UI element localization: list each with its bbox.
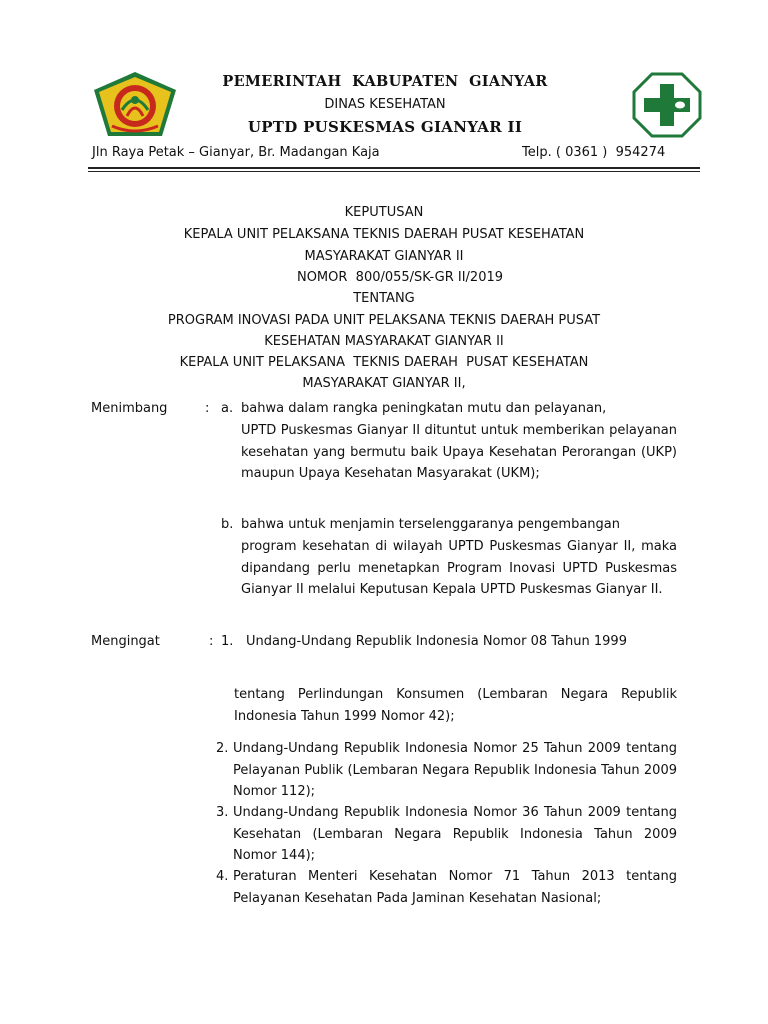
department-name: DINAS KESEHATAN: [324, 97, 446, 112]
office-address: Jln Raya Petak – Gianyar, Br. Madangan Kaja: [92, 145, 380, 160]
mengingat-item-2-number: 2.: [216, 741, 229, 756]
office-phone: Telp. ( 0361 ) 954274: [522, 145, 666, 160]
decree-issuer-line-2: MASYARAKAT GIANYAR II: [304, 249, 464, 264]
menimbang-a-marker: a.: [221, 401, 234, 416]
header-divider-thin: [88, 171, 700, 172]
decree-number: NOMOR 800/055/SK-GR II/2019: [296, 270, 504, 285]
menimbang-b-text: program kesehatan di wilayah UPTD Puskesmas Gianyar II, maka dipandang perlu menetapkan Program Inovasi UPTD Puskesmas Gianyar II melalui Keputusan Kepala UPTD Puskesmas Gianyar II.: [241, 539, 677, 597]
mengingat-item-1-continued: tentang Perlindungan Konsumen (Lembaran Negara Republik Indonesia Tahun 1999 Nomor 42);: [234, 687, 677, 724]
mengingat-item-2-text: Undang-Undang Republik Indonesia Nomor 25 Tahun 2009 tentang Pelayanan Publik (Lembaran Negara Republik Indonesia Tahun 2009 Nomor 112);: [233, 741, 677, 799]
mengingat-colon: :: [209, 634, 214, 649]
decree-issuer-line-1: KEPALA UNIT PELAKSANA TEKNIS DAERAH PUSAT KESEHATAN: [183, 227, 585, 242]
mengingat-item-4-text: Peraturan Menteri Kesehatan Nomor 71 Tahun 2013 tentang Pelayanan Kesehatan Pada Jaminan Kesehatan Nasional;: [233, 869, 677, 906]
menimbang-label: Menimbang: [91, 401, 168, 416]
menimbang-a-first-line: bahwa dalam rangka peningkatan mutu dan pelayanan,: [241, 401, 607, 416]
decree-signatory-line-1: KEPALA UNIT PELAKSANA TEKNIS DAERAH PUSAT KESEHATAN: [179, 355, 589, 370]
menimbang-b-marker: b.: [221, 517, 234, 532]
menimbang-colon: :: [205, 401, 210, 416]
menimbang-b-first-line: bahwa untuk menjamin terselenggaranya pengembangan: [241, 517, 620, 532]
unit-name: UPTD PUSKESMAS GIANYAR II: [247, 118, 523, 136]
decree-heading: KEPUTUSAN: [344, 205, 424, 220]
header-divider: [88, 167, 700, 169]
decree-tentang: TENTANG: [353, 291, 415, 306]
puskesmas-cross-icon: [632, 72, 702, 138]
decree-signatory-line-2: MASYARAKAT GIANYAR II,: [302, 376, 466, 391]
decree-subject-line-1: PROGRAM INOVASI PADA UNIT PELAKSANA TEKNIS DAERAH PUSAT: [167, 313, 601, 328]
mengingat-item-3-number: 3.: [216, 805, 229, 820]
government-name: PEMERINTAH KABUPATEN GIANYAR: [222, 73, 548, 90]
mengingat-item-1-text: Undang-Undang Republik Indonesia Nomor 08 Tahun 1999: [246, 634, 627, 649]
mengingat-item-4-number: 4.: [216, 869, 229, 884]
mengingat-label: Mengingat: [91, 634, 160, 649]
decree-subject-line-2: KESEHATAN MASYARAKAT GIANYAR II: [264, 334, 504, 349]
mengingat-item-3-text: Undang-Undang Republik Indonesia Nomor 36 Tahun 2009 tentang Kesehatan (Lembaran Negara Republik Indonesia Tahun 2009 Nomor 144);: [233, 805, 677, 863]
regency-emblem-icon: [92, 70, 178, 142]
mengingat-item-1-number: 1.: [221, 634, 234, 649]
menimbang-a-text: UPTD Puskesmas Gianyar II dituntut untuk memberikan pelayanan kesehatan yang bermutu baik Upaya Kesehatan Perorangan (UKP) maupun Upaya Kesehatan Masyarakat (UKM);: [241, 423, 677, 481]
